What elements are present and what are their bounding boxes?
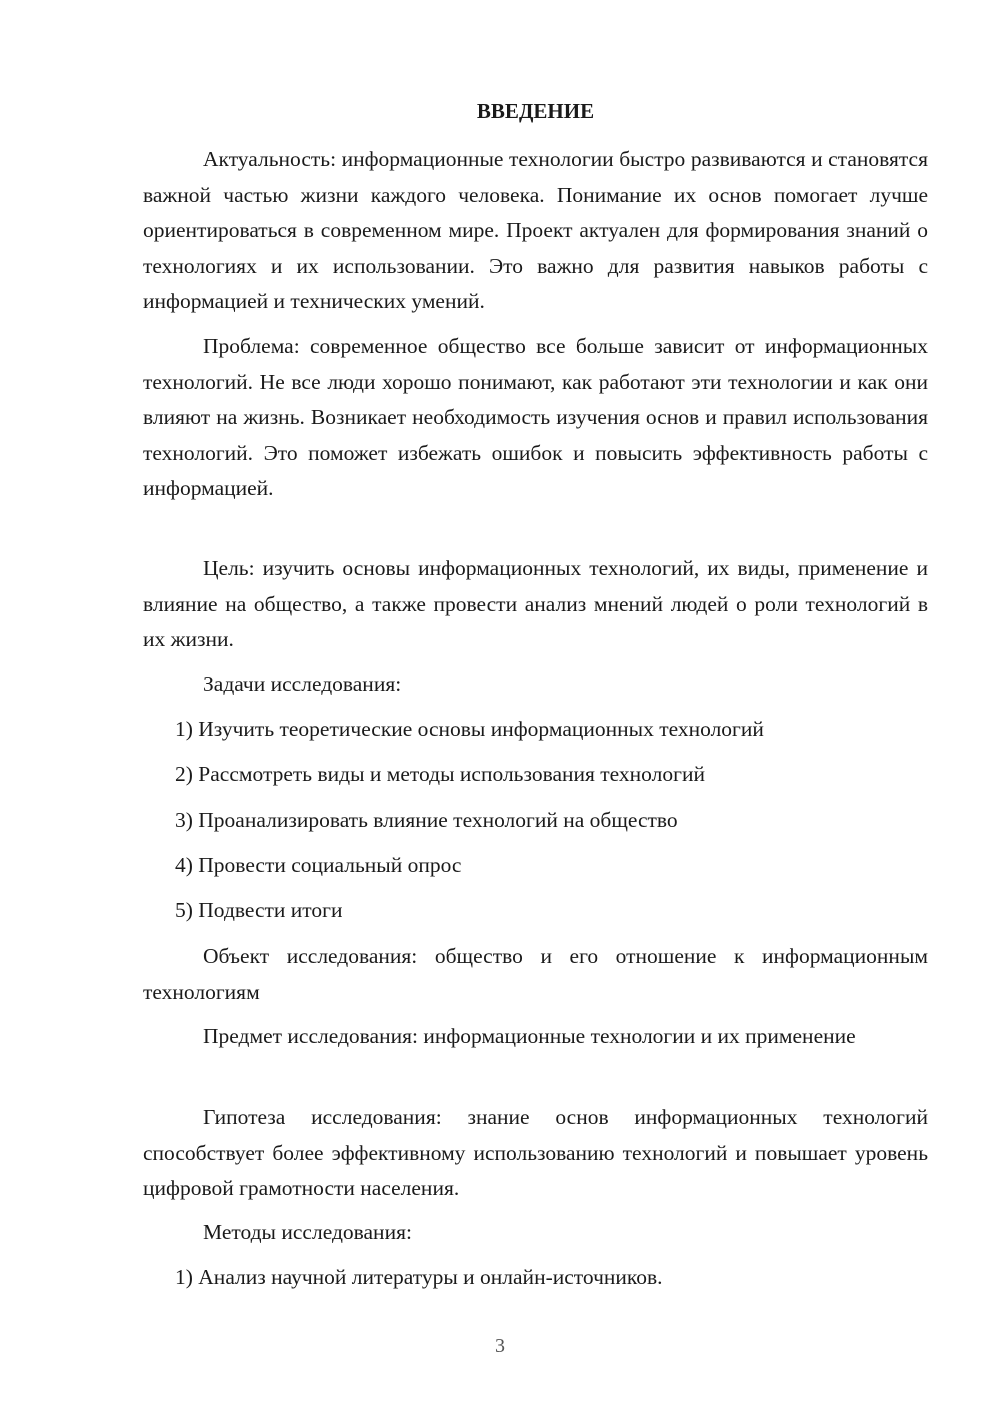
task-item-1: 1) Изучить теоретические основы информационных технологий: [175, 717, 764, 741]
subject-paragraph: Предмет исследования: информационные технологии и их применение: [203, 1024, 856, 1048]
task-item-3: 3) Проанализировать влияние технологий на общество: [175, 808, 678, 832]
object-paragraph: Объект исследования: общество и его отношение к информационным технологиям: [143, 944, 928, 1004]
hypothesis-paragraph: Гипотеза исследования: знание основ информационных технологий способствует более эффективному использованию технологий и повышает уровень цифровой грамотности населения.: [143, 1105, 928, 1200]
section-title: ВВЕДЕНИЕ: [476, 99, 595, 123]
task-item-4: 4) Провести социальный опрос: [175, 853, 462, 877]
task-item-5: 5) Подвести итоги: [175, 898, 343, 922]
goal-paragraph: Цель: изучить основы информационных технологий, их виды, применение и влияние на общество, а также провести анализ мнений людей о роли технологий в их жизни.: [143, 556, 928, 651]
page-number: 3: [495, 1335, 505, 1357]
problem-paragraph: Проблема: современное общество все больше зависит от информационных технологий. Не все люди хорошо понимают, как работают эти технологии и как они влияют на жизнь. Возникает необходимость изучения основ и правил использования технологий. Это поможет избежать ошибок и повысить эффективность работы с информацией.: [143, 334, 928, 500]
task-item-2: 2) Рассмотреть виды и методы использования технологий: [175, 762, 705, 786]
method-item-1: 1) Анализ научной литературы и онлайн-источников.: [175, 1265, 663, 1289]
tasks-heading: Задачи исследования:: [203, 672, 402, 696]
methods-heading: Методы исследования:: [203, 1220, 412, 1244]
relevance-paragraph: Актуальность: информационные технологии быстро развиваются и становятся важной частью жизни каждого человека. Понимание их основ помогает лучше ориентироваться в современном мире. Проект актуален для формирования знаний о технологиях и их использовании. Это важно для развития навыков работы с информацией и технических умений.: [143, 147, 928, 313]
